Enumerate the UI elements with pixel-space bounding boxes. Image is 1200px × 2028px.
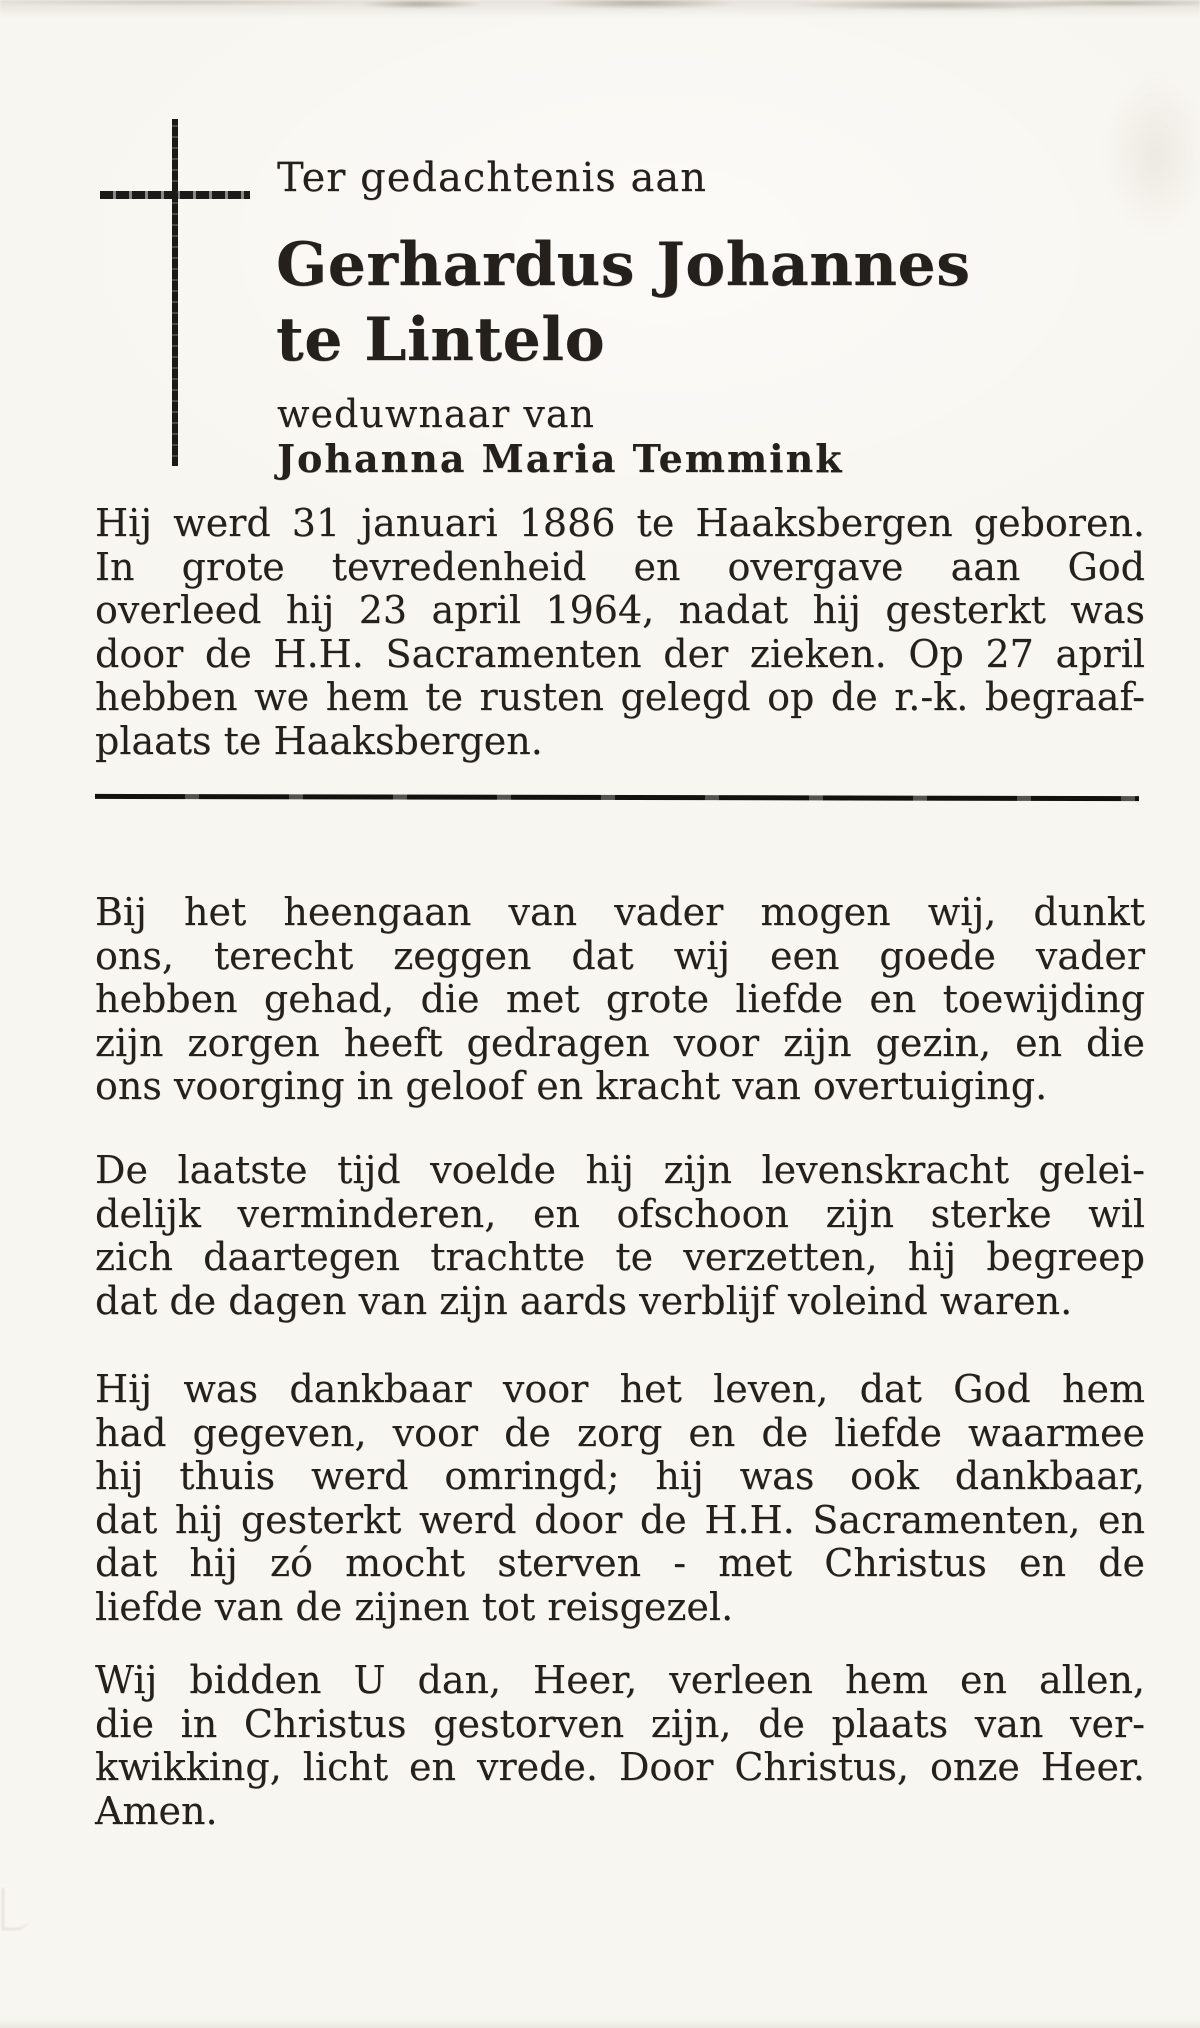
- paragraph-4: [95, 1368, 1145, 1629]
- text-line: had gegeven, voor de zorg en de liefde waarmee: [95, 1410, 1145, 1455]
- scan-noise-top: [0, 0, 1200, 18]
- text-line: hebben we hem te rusten gelegd op de r.-k. begraaf-: [95, 675, 1145, 719]
- paragraph-1: [95, 502, 1145, 763]
- text-line: dat de dagen van zijn aards verblijf voleind waren.: [95, 1278, 1073, 1323]
- text-line: ons voorging in geloof en kracht van overtuiging.: [95, 1064, 1048, 1108]
- text-line: die in Christus gestorven zijn, de plaats van ver-: [95, 1701, 1145, 1746]
- paragraph-2: [95, 891, 1145, 1109]
- scan-noise-right: [1050, 50, 1200, 310]
- text-line: De laatste tijd voelde hij zijn levenskracht gelei-: [95, 1148, 1145, 1192]
- cross-vertical-bar: [172, 119, 178, 466]
- scan-smudge: [2, 1888, 30, 1930]
- text-line: zijn zorgen heeft gedragen voor zijn gezin, en die: [95, 1020, 1145, 1065]
- spouse-name: Johanna Maria Temmink: [277, 436, 844, 481]
- section-divider: [95, 794, 1139, 801]
- text-line: Hij was dankbaar voor het leven, dat God hem: [95, 1367, 1145, 1411]
- text-line: liefde van de zijnen tot reisgezel.: [95, 1584, 734, 1629]
- relation-label: weduwnaar van: [277, 392, 595, 436]
- text-line: door de H.H. Sacramenten der zieken. Op 27 april: [95, 631, 1145, 676]
- text-line: Wij bidden U dan, Heer, verleen hem en allen,: [95, 1658, 1145, 1702]
- deceased-name-line2: te Lintelo: [276, 305, 606, 375]
- text-line: dat hij zó mocht sterven - met Christus en de: [95, 1541, 1145, 1585]
- cross-horizontal-bar: [100, 191, 250, 199]
- memorial-intro: Ter gedachtenis aan: [277, 155, 707, 201]
- text-line: zich daartegen trachtte te verzetten, hij begreep: [95, 1235, 1145, 1279]
- scan-noise-bottom: [0, 2018, 1200, 2028]
- paragraph-5: [95, 1659, 1145, 1833]
- deceased-name: [276, 228, 971, 378]
- text-line: dat hij gesterkt werd door de H.H. Sacramenten, en: [95, 1497, 1145, 1542]
- deceased-name-line1: Gerhardus Johannes: [276, 230, 971, 300]
- text-line: Bij het heengaan van vader mogen wij, dunkt: [95, 890, 1145, 934]
- text-line: delijk verminderen, en ofschoon zijn sterke wil: [95, 1191, 1145, 1236]
- text-line: hebben gehad, die met grote liefde en toewijding: [95, 977, 1145, 1021]
- text-line: Amen.: [95, 1788, 218, 1833]
- text-line: overleed hij 23 april 1964, nadat hij gesterkt was: [95, 588, 1145, 632]
- text-line: kwikking, licht en vrede. Door Christus, onze Heer.: [95, 1745, 1145, 1789]
- text-line: Hij werd 31 januari 1886 te Haaksbergen geboren.: [95, 501, 1145, 545]
- text-line: plaats te Haaksbergen.: [95, 718, 543, 763]
- text-line: hij thuis werd omringd; hij was ook dankbaar,: [95, 1454, 1145, 1498]
- text-line: ons, terecht zeggen dat wij een goede vader: [95, 933, 1145, 978]
- text-line: In grote tevredenheid en overgave aan God: [95, 544, 1145, 589]
- paragraph-3: [95, 1149, 1145, 1323]
